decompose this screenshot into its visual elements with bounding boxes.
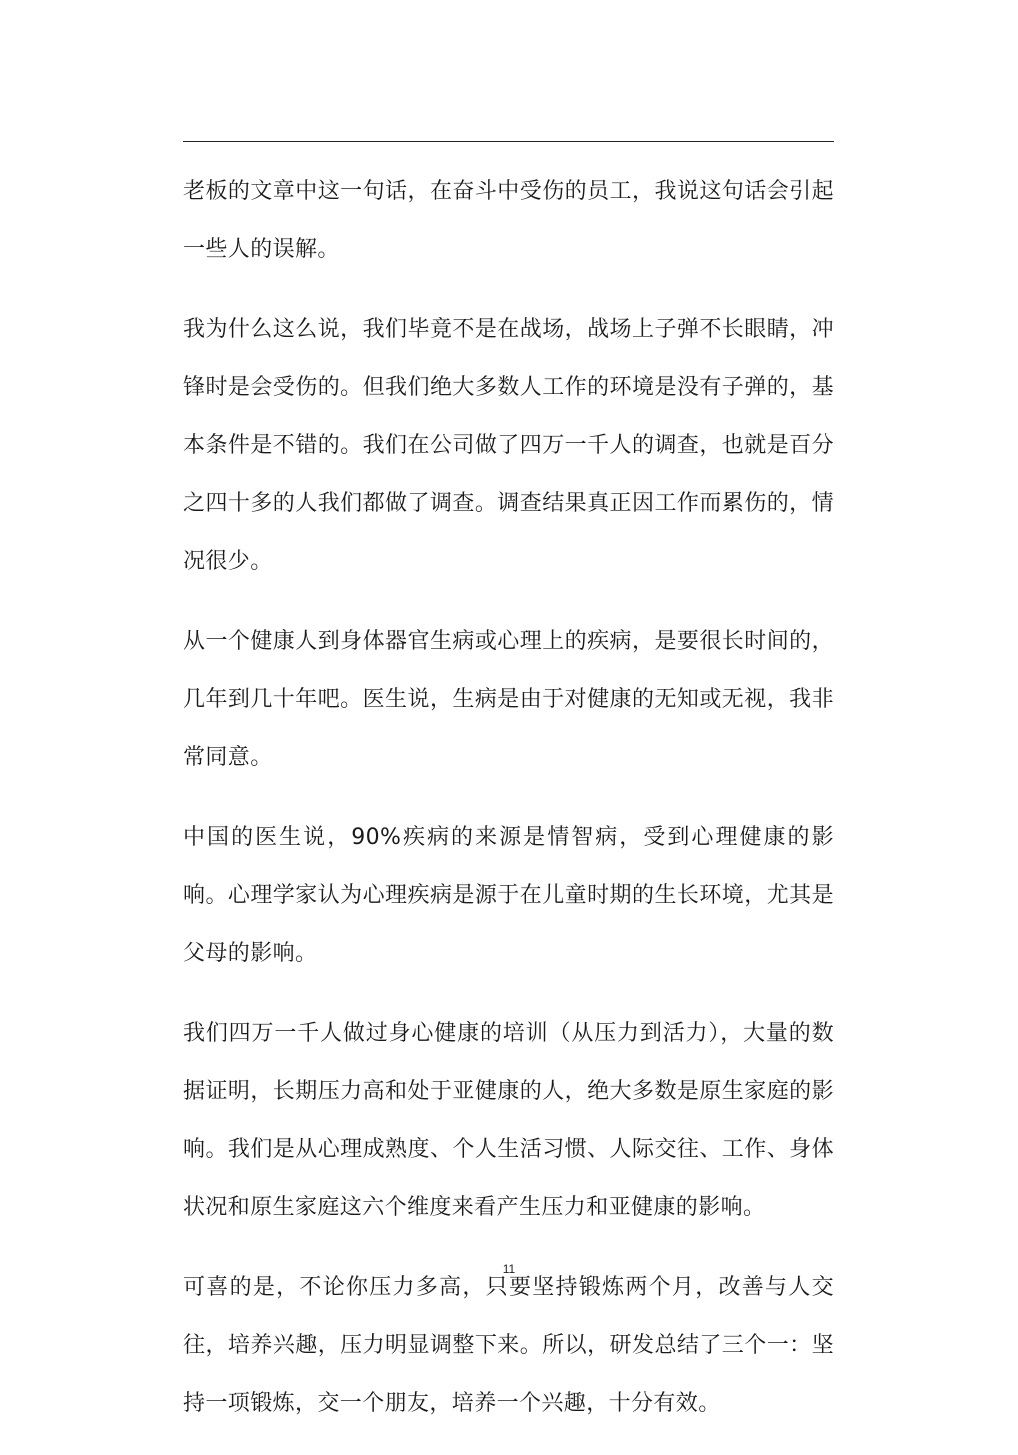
paragraph-1: 老板的文章中这一句话，在奋斗中受伤的员工，我说这句话会引起一些人的误解。 <box>183 179 834 262</box>
paragraph-6: 可喜的是，不论你压力多高，只要坚持锻炼两个月，改善与人交往，培养兴趣，压力明显调整下来。所以，研发总结了三个一：坚持一项锻炼，交一个朋友，培养一个兴趣，十分有效。 <box>183 1275 834 1416</box>
header-divider <box>183 141 834 142</box>
paragraph-4: 中国的医生说，90%疾病的来源是情智病，受到心理健康的影响。心理学家认为心理疾病是源于在儿童时期的生长环境，尤其是父母的影响。 <box>183 825 834 966</box>
paragraph-2: 我为什么这么说，我们毕竟不是在战场，战场上子弹不长眼睛，冲锋时是会受伤的。但我们绝大多数人工作的环境是没有子弹的，基本条件是不错的。我们在公司做了四万一千人的调查，也就是百分之四十多的人我们都做了调查。调查结果真正因工作而累伤的，情况很少。 <box>183 317 834 574</box>
page-number: 11 <box>502 1262 516 1276</box>
paragraph-3: 从一个健康人到身体器官生病或心理上的疾病，是要很长时间的，几年到几十年吧。医生说，生病是由于对健康的无知或无视，我非常同意。 <box>183 629 834 770</box>
paragraph-5: 我们四万一千人做过身心健康的培训（从压力到活力），大量的数据证明，长期压力高和处于亚健康的人，绝大多数是原生家庭的影响。我们是从心理成熟度、个人生活习惯、人际交往、工作、身体状况和原生家庭这六个维度来看产生压力和亚健康的影响。 <box>183 1021 834 1220</box>
